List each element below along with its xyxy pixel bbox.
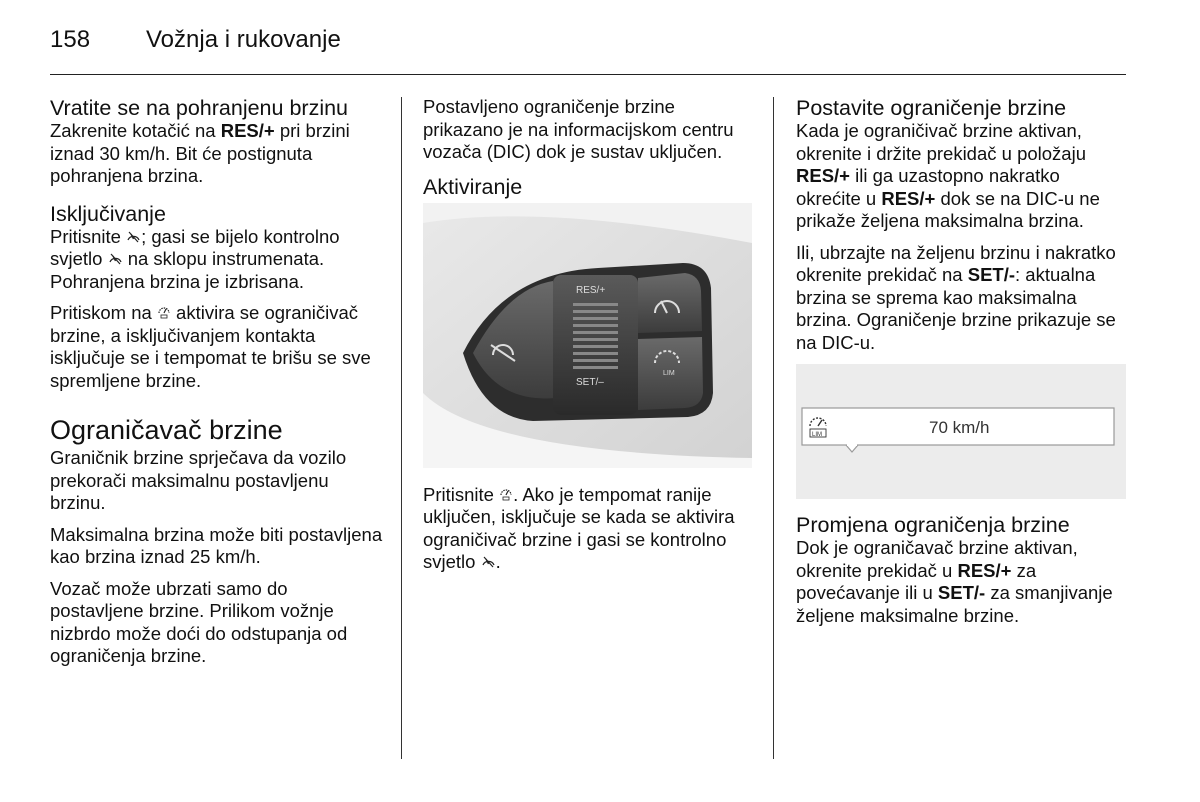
paragraph-limiter-1: Graničnik brzine sprječava da vozilo prekorači maksimalnu postavljenu brzinu. <box>50 447 347 513</box>
text: . <box>495 551 501 572</box>
text: dok se na DIC-u ne prikaže željena maksimalna brzina. <box>796 187 1100 231</box>
text: za smanjivanje željene maksimalne brzine. <box>796 582 1113 626</box>
paragraph-limiter-3: Vozač može ubrzati samo do postavljene brzine. Prilikom vožnje nizbrdo može doći do odstupanja od ograničenja brzine. <box>50 577 348 666</box>
set-label: SET/- <box>967 264 1016 285</box>
paragraph-set-limit <box>796 120 1126 233</box>
text: Pritiskom na <box>50 302 157 323</box>
column-divider-1 <box>401 97 402 759</box>
cruise-off-icon <box>126 230 141 243</box>
paragraph-switch-off <box>50 226 385 294</box>
heading-change-limit: Promjena ograničenja brzine <box>796 513 1070 537</box>
heading-speed-limiter: Ograničavač brzine <box>50 415 283 445</box>
heading-activate: Aktiviranje <box>423 174 523 199</box>
cruise-off-icon <box>108 252 123 265</box>
set-minus-label: SET/– <box>576 376 604 388</box>
res-label: RES/+ <box>881 187 936 209</box>
heading-return-speed: Vratite se na pohranjenu brzinu <box>50 96 349 120</box>
dic-display-illustration <box>796 364 1126 499</box>
text: Ili, ubrzajte na željenu brzinu i nakratko okrenite prekidač na <box>796 241 1116 285</box>
text: ili ga uzastopno nakratko okrećite u <box>796 165 1060 209</box>
text: Zakrenite kotačić na <box>50 120 221 141</box>
column-1 <box>50 96 385 677</box>
paragraph-return-speed <box>50 120 385 188</box>
speed-limiter-icon <box>499 487 513 501</box>
res-label: RES/+ <box>957 559 1012 581</box>
page-number: 158 <box>50 26 91 53</box>
chapter-title: Vožnja i rukovanje <box>146 26 341 53</box>
heading-set-limit: Postavite ograničenje brzine <box>796 96 1067 120</box>
text: ; gasi se bijelo kontrolno svjetlo <box>50 225 340 269</box>
text: pri brzini iznad 30 km/h. Bit će postignuta pohranjena brzina. <box>50 120 350 186</box>
res-plus-label: RES/+ <box>576 284 606 296</box>
page-header <box>50 26 341 54</box>
column-2 <box>423 96 753 583</box>
header-rule <box>50 74 1126 75</box>
text: Pritisnite <box>423 483 500 505</box>
text: Kada je ograničivač brzine aktivan, okrenite i držite prekidač u položaju <box>796 120 1086 164</box>
text: : aktualna brzina se sprema kao maksimalna brzina. Ograničenje brzine prikazuje se na DIC-u. <box>796 264 1116 353</box>
paragraph-activate <box>423 484 753 574</box>
heading-switch-off: Isključivanje <box>50 201 166 226</box>
text: Pritisnite <box>50 225 127 247</box>
steering-wheel-controls-photo <box>423 203 752 468</box>
text: aktivira se ograničivač brzine, a isključivanjem kontakta isključuje se i tempomat te brišu se sve spremljene brzine. <box>50 302 371 391</box>
dic-lim-label: LIM <box>812 432 823 438</box>
column-divider-2 <box>773 97 774 759</box>
text: za povećavanje ili u <box>796 559 1037 603</box>
res-label: RES/+ <box>796 165 850 186</box>
dic-speed-value: 70 km/h <box>929 418 990 437</box>
text: na sklopu instrumenata. Pohranjena brzina je izbrisana. <box>50 248 325 292</box>
lim-label: LIM <box>663 369 675 377</box>
paragraph-switch-off-2 <box>50 302 385 392</box>
paragraph-set-limit-2 <box>796 242 1126 355</box>
column-3 <box>796 96 1126 636</box>
set-label: SET/- <box>937 582 986 603</box>
paragraph-limiter-2: Maksimalna brzina može biti postavljena kao brzina iznad 25 km/h. <box>50 523 383 567</box>
paragraph-dic-intro: Postavljeno ograničenje brzine prikazano je na informacijskom centru vozača (DIC) dok je sustav uključen. <box>423 96 734 162</box>
res-label: RES/+ <box>220 120 275 141</box>
speed-limiter-icon <box>157 305 171 319</box>
text: Dok je ograničavač brzine aktivan, okrenite prekidač u <box>796 537 1078 581</box>
text: . Ako je tempomat ranije uključen, isključuje se kada se aktivira ograničivač brzine i gasi se kontrolno svjetlo <box>423 483 735 572</box>
paragraph-change-limit <box>796 537 1126 627</box>
cruise-off-icon <box>481 555 496 568</box>
